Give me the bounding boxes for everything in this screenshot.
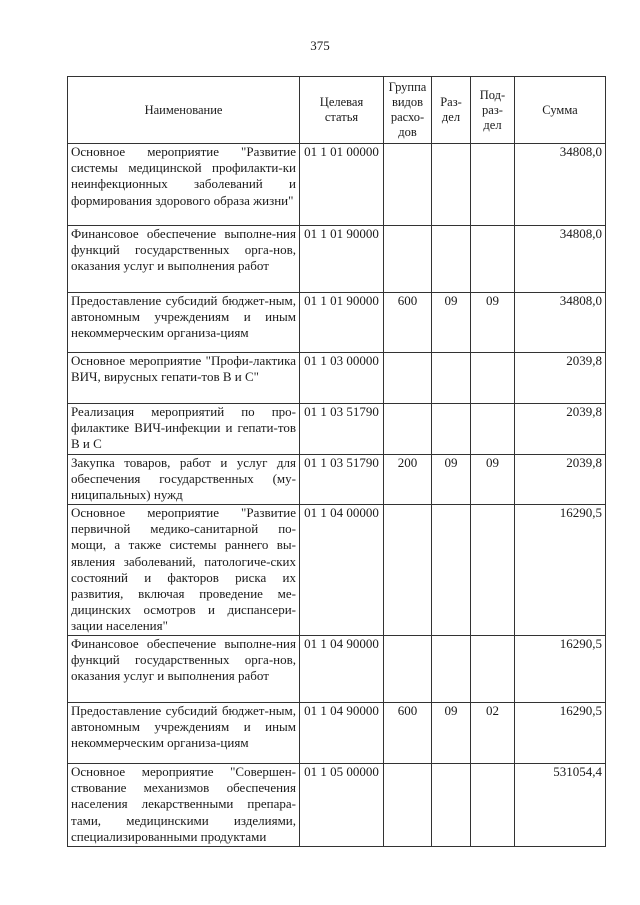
table-row: [68, 703, 606, 764]
row-target: 01 1 05 00000: [300, 764, 384, 847]
row-sum: 16290,5: [515, 636, 606, 703]
row-target: 01 1 03 00000: [300, 353, 384, 404]
row-section: [432, 353, 471, 404]
table-row: [68, 505, 606, 636]
header-subsection: Под-раз-дел: [471, 77, 515, 144]
row-sum: 2039,8: [515, 404, 606, 455]
row-subsection: 02: [471, 703, 515, 764]
header-section: Раз-дел: [432, 77, 471, 144]
row-name: Закупка товаров, работ и услуг для обеспечения государственных (му-ниципальных) нужд: [68, 455, 300, 505]
table-header-row: [68, 77, 606, 144]
row-section: 09: [432, 455, 471, 505]
table-row: [68, 293, 606, 353]
table-row: [68, 764, 606, 847]
row-target: 01 1 01 90000: [300, 293, 384, 353]
header-target: Целевая статья: [300, 77, 384, 144]
row-target: 01 1 04 90000: [300, 636, 384, 703]
row-target: 01 1 03 51790: [300, 404, 384, 455]
page-number: 375: [310, 38, 330, 53]
row-target: 01 1 03 51790: [300, 455, 384, 505]
row-group: 600: [384, 703, 432, 764]
row-sum: 34808,0: [515, 226, 606, 293]
row-name: Предоставление субсидий бюджет-ным, автономным учреждениям и иным некоммерческим организа-циям: [68, 703, 300, 764]
row-name: Предоставление субсидий бюджет-ным, автономным учреждениям и иным некоммерческим организа-циям: [68, 293, 300, 353]
row-subsection: [471, 353, 515, 404]
row-subsection: 09: [471, 293, 515, 353]
row-name: Финансовое обеспечение выполне-ния функций государственных орга-нов, оказания услуг и выполнения работ: [68, 226, 300, 293]
row-sum: 2039,8: [515, 455, 606, 505]
row-section: [432, 404, 471, 455]
table-row: [68, 353, 606, 404]
row-section: 09: [432, 703, 471, 764]
header-group: Группа видов расхо-дов: [384, 77, 432, 144]
row-subsection: [471, 636, 515, 703]
row-target: 01 1 01 90000: [300, 226, 384, 293]
row-section: [432, 764, 471, 847]
row-subsection: [471, 505, 515, 636]
row-name: Основное мероприятие "Профи-лактика ВИЧ, вирусных гепати-тов В и С": [68, 353, 300, 404]
row-target: 01 1 04 90000: [300, 703, 384, 764]
row-target: 01 1 04 00000: [300, 505, 384, 636]
row-group: [384, 404, 432, 455]
row-sum: 2039,8: [515, 353, 606, 404]
row-sum: 16290,5: [515, 703, 606, 764]
table-row: [68, 636, 606, 703]
row-group: 200: [384, 455, 432, 505]
row-group: [384, 505, 432, 636]
row-group: [384, 353, 432, 404]
row-name: Финансовое обеспечение выполне-ния функций государственных орга-нов, оказания услуг и выполнения работ: [68, 636, 300, 703]
row-section: [432, 226, 471, 293]
row-group: [384, 764, 432, 847]
table-row: [68, 144, 606, 226]
row-sum: 34808,0: [515, 144, 606, 226]
row-name: Основное мероприятие "Развитие системы медицинской профилакти-ки неинфекционных заболеваний и формирования здорового образа жизни": [68, 144, 300, 226]
row-sum: 34808,0: [515, 293, 606, 353]
row-name: Реализация мероприятий по про-филактике ВИЧ-инфекции и гепати-тов В и С: [68, 404, 300, 455]
header-name: Наименование: [68, 77, 300, 144]
table-row: [68, 404, 606, 455]
row-section: [432, 144, 471, 226]
row-group: [384, 636, 432, 703]
row-subsection: [471, 404, 515, 455]
row-group: 600: [384, 293, 432, 353]
header-sum: Сумма: [515, 77, 606, 144]
row-name: Основное мероприятие "Развитие первичной медико-санитарной по-мощи, а также системы раннего вы-явления заболеваний, патологиче-ских состояний и факторов риска их развития, включая проведение ме-дицинских осмотров и диспансери-зации населения": [68, 505, 300, 636]
table-row: [68, 455, 606, 505]
budget-table: [67, 76, 606, 847]
row-name: Основное мероприятие "Совершен-ствование механизмов обеспечения населения лекарственными препара-тами, медицинскими изделиями, специализированными продуктами: [68, 764, 300, 847]
row-target: 01 1 01 00000: [300, 144, 384, 226]
row-sum: 531054,4: [515, 764, 606, 847]
table-row: [68, 226, 606, 293]
row-group: [384, 226, 432, 293]
row-group: [384, 144, 432, 226]
row-section: [432, 505, 471, 636]
row-section: 09: [432, 293, 471, 353]
row-subsection: [471, 144, 515, 226]
row-section: [432, 636, 471, 703]
row-subsection: 09: [471, 455, 515, 505]
row-subsection: [471, 764, 515, 847]
row-sum: 16290,5: [515, 505, 606, 636]
row-subsection: [471, 226, 515, 293]
